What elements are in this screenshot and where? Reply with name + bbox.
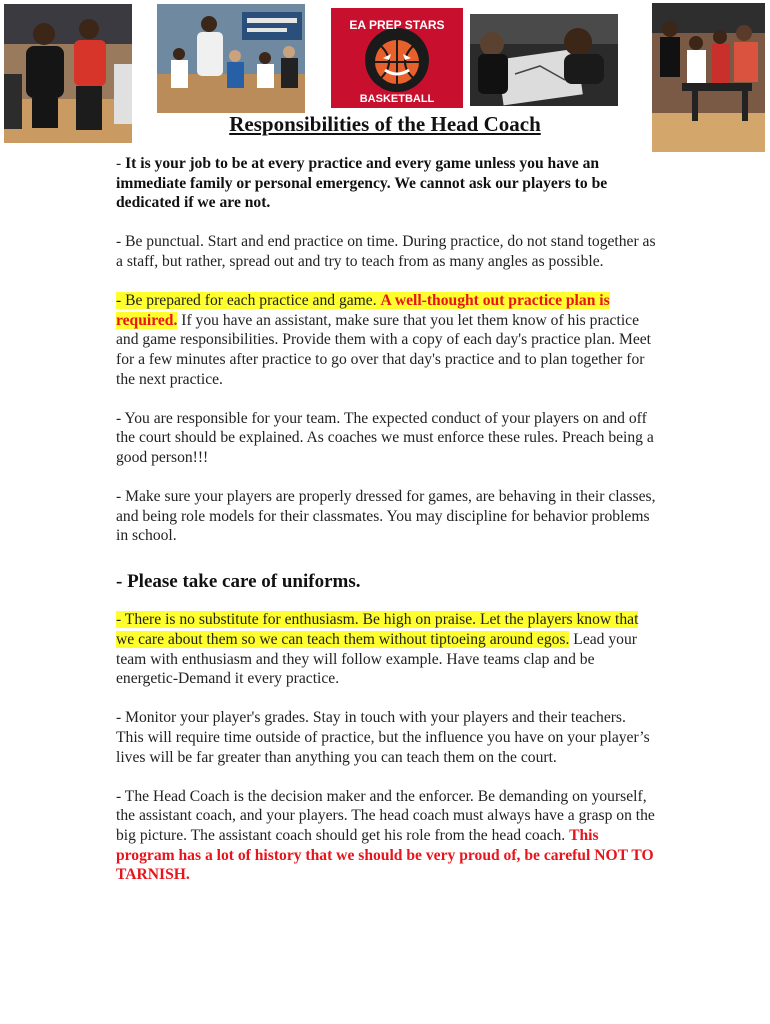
highlighted-text: - Be prepared for each practice and game. [116, 292, 381, 310]
team-logo [331, 8, 463, 108]
highlighted-text: - There is no substitute for enthusiasm. Be high on praise. Let the players know that we care about them so we can teach them without tiptoeing around egos. [116, 611, 639, 649]
kids-basketball-practice-photo [157, 4, 305, 113]
list-dash: - [116, 155, 126, 172]
responsibility-decision-maker [116, 787, 656, 885]
responsibility-dress: - Make sure your players are properly dressed for games, are behaving in their classes, and being role models for their classmates. You may discipline for behavior problems in school. [116, 488, 656, 545]
responsibility-prepared [116, 291, 656, 389]
responsibility-attendance [116, 154, 656, 213]
responsibility-enthusiasm [116, 610, 656, 688]
logo-top-text: EA PREP STARS [349, 18, 445, 32]
highlighted-emphasis: A well-thought out practice plan is required. [116, 292, 610, 329]
responsibility-grades: - Monitor your player's grades. Stay in touch with your players and their teachers. This will require time outside of practice, but the influence you have on your player’s lives will be far greater than anything you can teach them on the court. [116, 709, 650, 766]
history-emphasis: This program has a lot of history that we should be very proud of, be careful NOT TO TARNISH. [116, 827, 654, 884]
coach-drawing-play-photo [470, 14, 618, 106]
decision-maker-text: - The Head Coach is the decision maker and the enforcer. Be demanding on yourself, the assistant coach, and your players. The head coach must always have a grasp on the big picture. The assistant coach should get his role from the head coach. [116, 787, 655, 844]
responsibilities-list [116, 154, 656, 904]
page-title: Responsibilities of the Head Coach [229, 112, 541, 136]
logo-bottom-text: BASKETBALL [359, 93, 435, 105]
attendance-text: It is your job to be at every practice and every game unless you have an immediate family or personal emergency. We cannot ask our players to be dedicated if we are not. [116, 155, 608, 212]
responsibility-team: - You are responsible for your team. The expected conduct of your players on and off the court should be explained. As coaches we must enforce these rules. Preach being a good person!!! [116, 409, 654, 466]
responsibility-punctual: - Be punctual. Start and end practice on time. During practice, do not stand together as a staff, but rather, spread out and try to teach from as many angles as possible. [116, 233, 656, 270]
enthusiasm-text: Lead your team with enthusiasm and they will follow example. Have teams clap and be energetic-Demand it every practice. [116, 631, 637, 688]
uniforms-heading: - Please take care of uniforms. [116, 570, 361, 592]
prepared-text: If you have an assistant, make sure that you let them know of his practice and game responsibilities. Provide them with a copy of each day's practice plan. Meet for a few minutes after practice to go over that day's practice and to plan together for the next practice. [116, 311, 651, 388]
